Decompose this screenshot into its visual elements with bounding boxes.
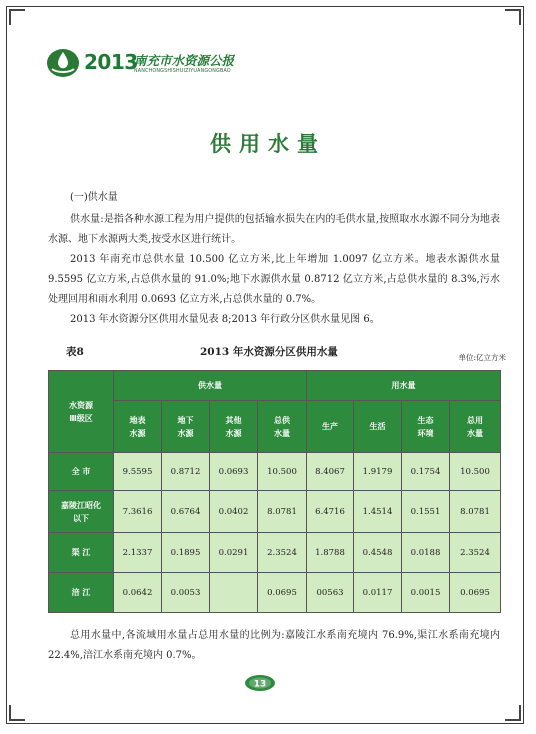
- table-row: [49, 491, 501, 533]
- page-number: 13: [253, 679, 267, 690]
- table-column-header-row: [49, 401, 501, 453]
- column-header: 其他 水源: [210, 401, 258, 453]
- table-cell: 0.0117: [354, 573, 402, 613]
- table-cell: 1.4514: [354, 491, 402, 533]
- region-column-header: 水资源 Ⅲ级区: [49, 371, 114, 453]
- table-cell: 0.1895: [162, 533, 210, 573]
- table-cell: 1.8788: [307, 533, 354, 573]
- publication-name: 南充市水资源公报: [134, 53, 235, 68]
- table-group-header-row: [49, 371, 501, 401]
- table-cell: 0.0695: [258, 573, 307, 613]
- table-cell: 1.9179: [354, 453, 402, 491]
- use-group-header: 用水量: [307, 371, 501, 401]
- table-cell: 0.0188: [402, 533, 450, 573]
- table-cell: 10.500: [450, 453, 501, 491]
- column-header: 生态 环境: [402, 401, 450, 453]
- paragraph-totals: 2013 年南充市总供水量 10.500 亿立方米,比上年增加 1.0097 亿立方米。地表水源供水量 9.5595 亿立方米,占总供水量的 91.0%;地下水源供水量 0.8712 亿立方米,占总供水量的 8.3%,污水处理回用和雨水利用 0.0693 亿立方米,占总供水量的 0.7%。: [48, 254, 500, 305]
- closing-paragraph: [48, 626, 500, 666]
- paragraph-definition: 供水量:是指各种水源工程为用户提供的包括输水损失在内的毛供水量,按照取水水源不同分为地表水源、地下水源两大类,按受水区进行统计。: [48, 214, 500, 245]
- page-number-badge: [244, 674, 276, 692]
- table-cell: 0.0695: [450, 573, 501, 613]
- column-header: 地下 水源: [162, 401, 210, 453]
- corner-mark: [505, 9, 521, 25]
- table-cell: 0.0291: [210, 533, 258, 573]
- section-body: [48, 188, 500, 330]
- row-header: 涪 江: [49, 573, 114, 613]
- table-unit: 单位:亿立方米: [458, 353, 506, 362]
- table-cell: 0.0402: [210, 491, 258, 533]
- table-cell: [210, 573, 258, 613]
- table-cell: 2.3524: [258, 533, 307, 573]
- row-header: 嘉陵江昭化 以下: [49, 491, 114, 533]
- column-header: 生活: [354, 401, 402, 453]
- section-subheading: (一)供水量: [70, 192, 118, 203]
- table-cell: 0.8712: [162, 453, 210, 491]
- page-number-leaf-icon: [244, 674, 276, 692]
- publication-header: [46, 44, 276, 84]
- water-supply-use-table: [48, 370, 501, 613]
- table-caption: [66, 344, 506, 362]
- table-cell: 00563: [307, 573, 354, 613]
- table-cell: 8.0781: [258, 491, 307, 533]
- table-cell: 2.3524: [450, 533, 501, 573]
- table-cell: 0.4548: [354, 533, 402, 573]
- table-cell: 9.5595: [114, 453, 162, 491]
- publication-year: 2013: [84, 50, 138, 74]
- corner-mark: [9, 9, 25, 25]
- publication-pinyin: NANCHONGSHISHUIZIYUANGONGBAO: [134, 69, 231, 74]
- page-border: [6, 6, 524, 724]
- table-cell: 2.1337: [114, 533, 162, 573]
- table-cell: 0.0642: [114, 573, 162, 613]
- table-number: 表8: [66, 346, 84, 358]
- paragraph-basin-share: 总用水量中,各流域用水量占总用水量的比例为:嘉陵江水系南充境内 76.9%,渠江水系南充境内 22.4%,涪江水系南充境内 0.7%。: [48, 630, 500, 661]
- table-cell: 8.4067: [307, 453, 354, 491]
- table-cell: 0.1754: [402, 453, 450, 491]
- table-cell: 0.0053: [162, 573, 210, 613]
- paragraph-reference: 2013 年水资源分区供用水量见表 8;2013 年行政分区供水量见图 6。: [70, 314, 380, 325]
- corner-mark: [9, 705, 25, 721]
- table-row: [49, 533, 501, 573]
- table-cell: 10.500: [258, 453, 307, 491]
- supply-group-header: 供水量: [114, 371, 307, 401]
- table-cell: 6.4716: [307, 491, 354, 533]
- table-cell: 0.0693: [210, 453, 258, 491]
- table-cell: 0.0015: [402, 573, 450, 613]
- table-title: 2013 年水资源分区供用水量: [200, 346, 338, 358]
- column-header: 地表 水源: [114, 401, 162, 453]
- column-header: 总供 水量: [258, 401, 307, 453]
- page-title: 供用水量: [210, 131, 326, 156]
- water-drop-logo-icon: [46, 48, 80, 78]
- row-header: 渠 江: [49, 533, 114, 573]
- column-header: 总用 水量: [450, 401, 501, 453]
- table-cell: 0.6764: [162, 491, 210, 533]
- table-cell: 7.3616: [114, 491, 162, 533]
- corner-mark: [505, 705, 521, 721]
- table-cell: 0.1551: [402, 491, 450, 533]
- row-header: 全 市: [49, 453, 114, 491]
- table-row: [49, 453, 501, 491]
- column-header: 生产: [307, 401, 354, 453]
- table-cell: 8.0781: [450, 491, 501, 533]
- table-row: [49, 573, 501, 613]
